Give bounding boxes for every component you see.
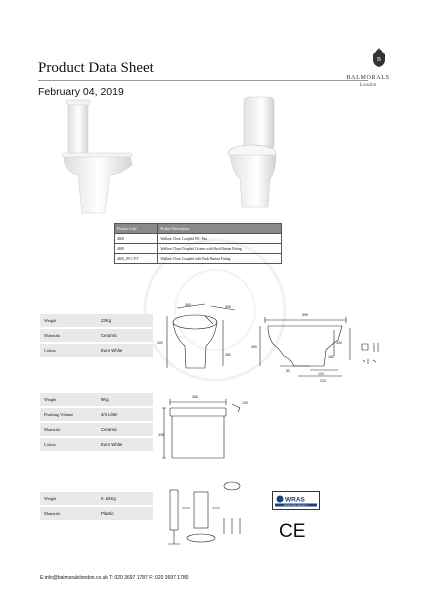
- wras-subtext: APPROVED PRODUCT: [284, 505, 308, 507]
- spec-value: 4/4 Litter: [97, 407, 153, 422]
- dimension-label: 380: [225, 353, 231, 357]
- dimension-label: 223: [320, 379, 326, 383]
- product-description: Wallace Close Coupled Cistern with Push Button Fitting: [158, 244, 282, 254]
- fixing-parts-icon: [360, 340, 382, 368]
- spec-row: [40, 492, 153, 506]
- dimension-label: 400: [336, 341, 342, 345]
- crest-icon: [370, 48, 388, 68]
- title-divider: [38, 80, 368, 81]
- toilet-side-image: [60, 95, 140, 220]
- dimension-label: 124: [318, 372, 324, 376]
- product-table-header: [115, 224, 282, 234]
- product-code: 4605: [115, 244, 158, 254]
- product-description: Wallace Close Coupled WC Pan: [158, 234, 282, 244]
- spec-label: Materials: [40, 506, 97, 521]
- column-header: Product Description: [158, 224, 282, 234]
- spec-row: [40, 407, 153, 422]
- wras-badge: [272, 491, 320, 510]
- dimension-label: 595: [302, 313, 308, 317]
- dimension-label: 360: [185, 303, 191, 307]
- ce-mark-icon: [279, 520, 309, 540]
- table-row: [115, 254, 282, 264]
- brand-logo: [338, 48, 398, 88]
- dimension-label: 390: [251, 345, 257, 349]
- table-row: [115, 234, 282, 244]
- spec-row: [40, 506, 153, 521]
- spec-value: Ceramic: [97, 422, 153, 437]
- dimension-label: 400: [157, 341, 163, 345]
- spec-label: Materials: [40, 328, 97, 343]
- dimension-label: 335: [158, 433, 164, 437]
- pan-front-drawing: [155, 298, 255, 378]
- wras-logo-icon: [275, 494, 317, 507]
- spec-value: 0. 64Kg: [97, 492, 153, 506]
- cistern-drawing: [158, 392, 268, 467]
- spec-row: [40, 314, 153, 328]
- column-header: Product Code: [115, 224, 158, 234]
- product-table: [114, 223, 282, 264]
- pan-spec-table: [40, 314, 153, 359]
- svg-text:B: B: [376, 57, 381, 63]
- spec-value: 9Kg: [97, 393, 153, 407]
- spec-label: Colour: [40, 437, 97, 452]
- pan-side-drawing: [250, 306, 360, 386]
- sheet-date: February 04, 2019: [38, 86, 124, 98]
- wras-text: WRAS: [285, 496, 305, 504]
- spec-label: Weight: [40, 393, 97, 407]
- dimension-label: 130: [242, 401, 248, 405]
- spec-value: Plastic: [97, 506, 153, 521]
- spec-row: [40, 328, 153, 343]
- spec-label: Materials: [40, 422, 97, 437]
- product-code: 4603: [115, 234, 158, 244]
- contact-footer: E:info@balmoralslondon.co.uk T: 020 3697 1787 F: 020 3697 1780: [40, 575, 189, 581]
- spec-label: Flushing Volume: [40, 407, 97, 422]
- cistern-spec-table: [40, 393, 153, 453]
- product-description: Wallace Close Coupled with Push Button Fitting: [158, 254, 282, 264]
- table-row: [115, 244, 282, 254]
- spec-value: Ceramic: [97, 328, 153, 343]
- product-code: 4603_09 C P F: [115, 254, 158, 264]
- flush-fitting-drawing: [160, 478, 250, 553]
- dimension-label: 180: [328, 355, 334, 359]
- ce-text: CE: [279, 521, 306, 540]
- spec-row: [40, 343, 153, 358]
- dimension-label: 50: [286, 369, 290, 373]
- spec-label: Weight: [40, 314, 97, 328]
- dimension-label: 395: [225, 305, 231, 309]
- spec-value: Euro White: [97, 343, 153, 358]
- spec-row: [40, 437, 153, 452]
- spec-value: 23Kg: [97, 314, 153, 328]
- brand-name: BALMORALS: [346, 75, 390, 81]
- spec-label: Weight: [40, 492, 97, 506]
- spec-value: Euro White: [97, 437, 153, 452]
- toilet-angled-image: [218, 95, 288, 220]
- spec-label: Colour: [40, 343, 97, 358]
- fitting-spec-table: [40, 492, 153, 522]
- spec-row: [40, 422, 153, 437]
- brand-subtitle: London: [359, 82, 377, 88]
- spec-row: [40, 393, 153, 407]
- page-title: Product Data Sheet: [38, 60, 154, 76]
- dimension-label: 365: [192, 395, 198, 399]
